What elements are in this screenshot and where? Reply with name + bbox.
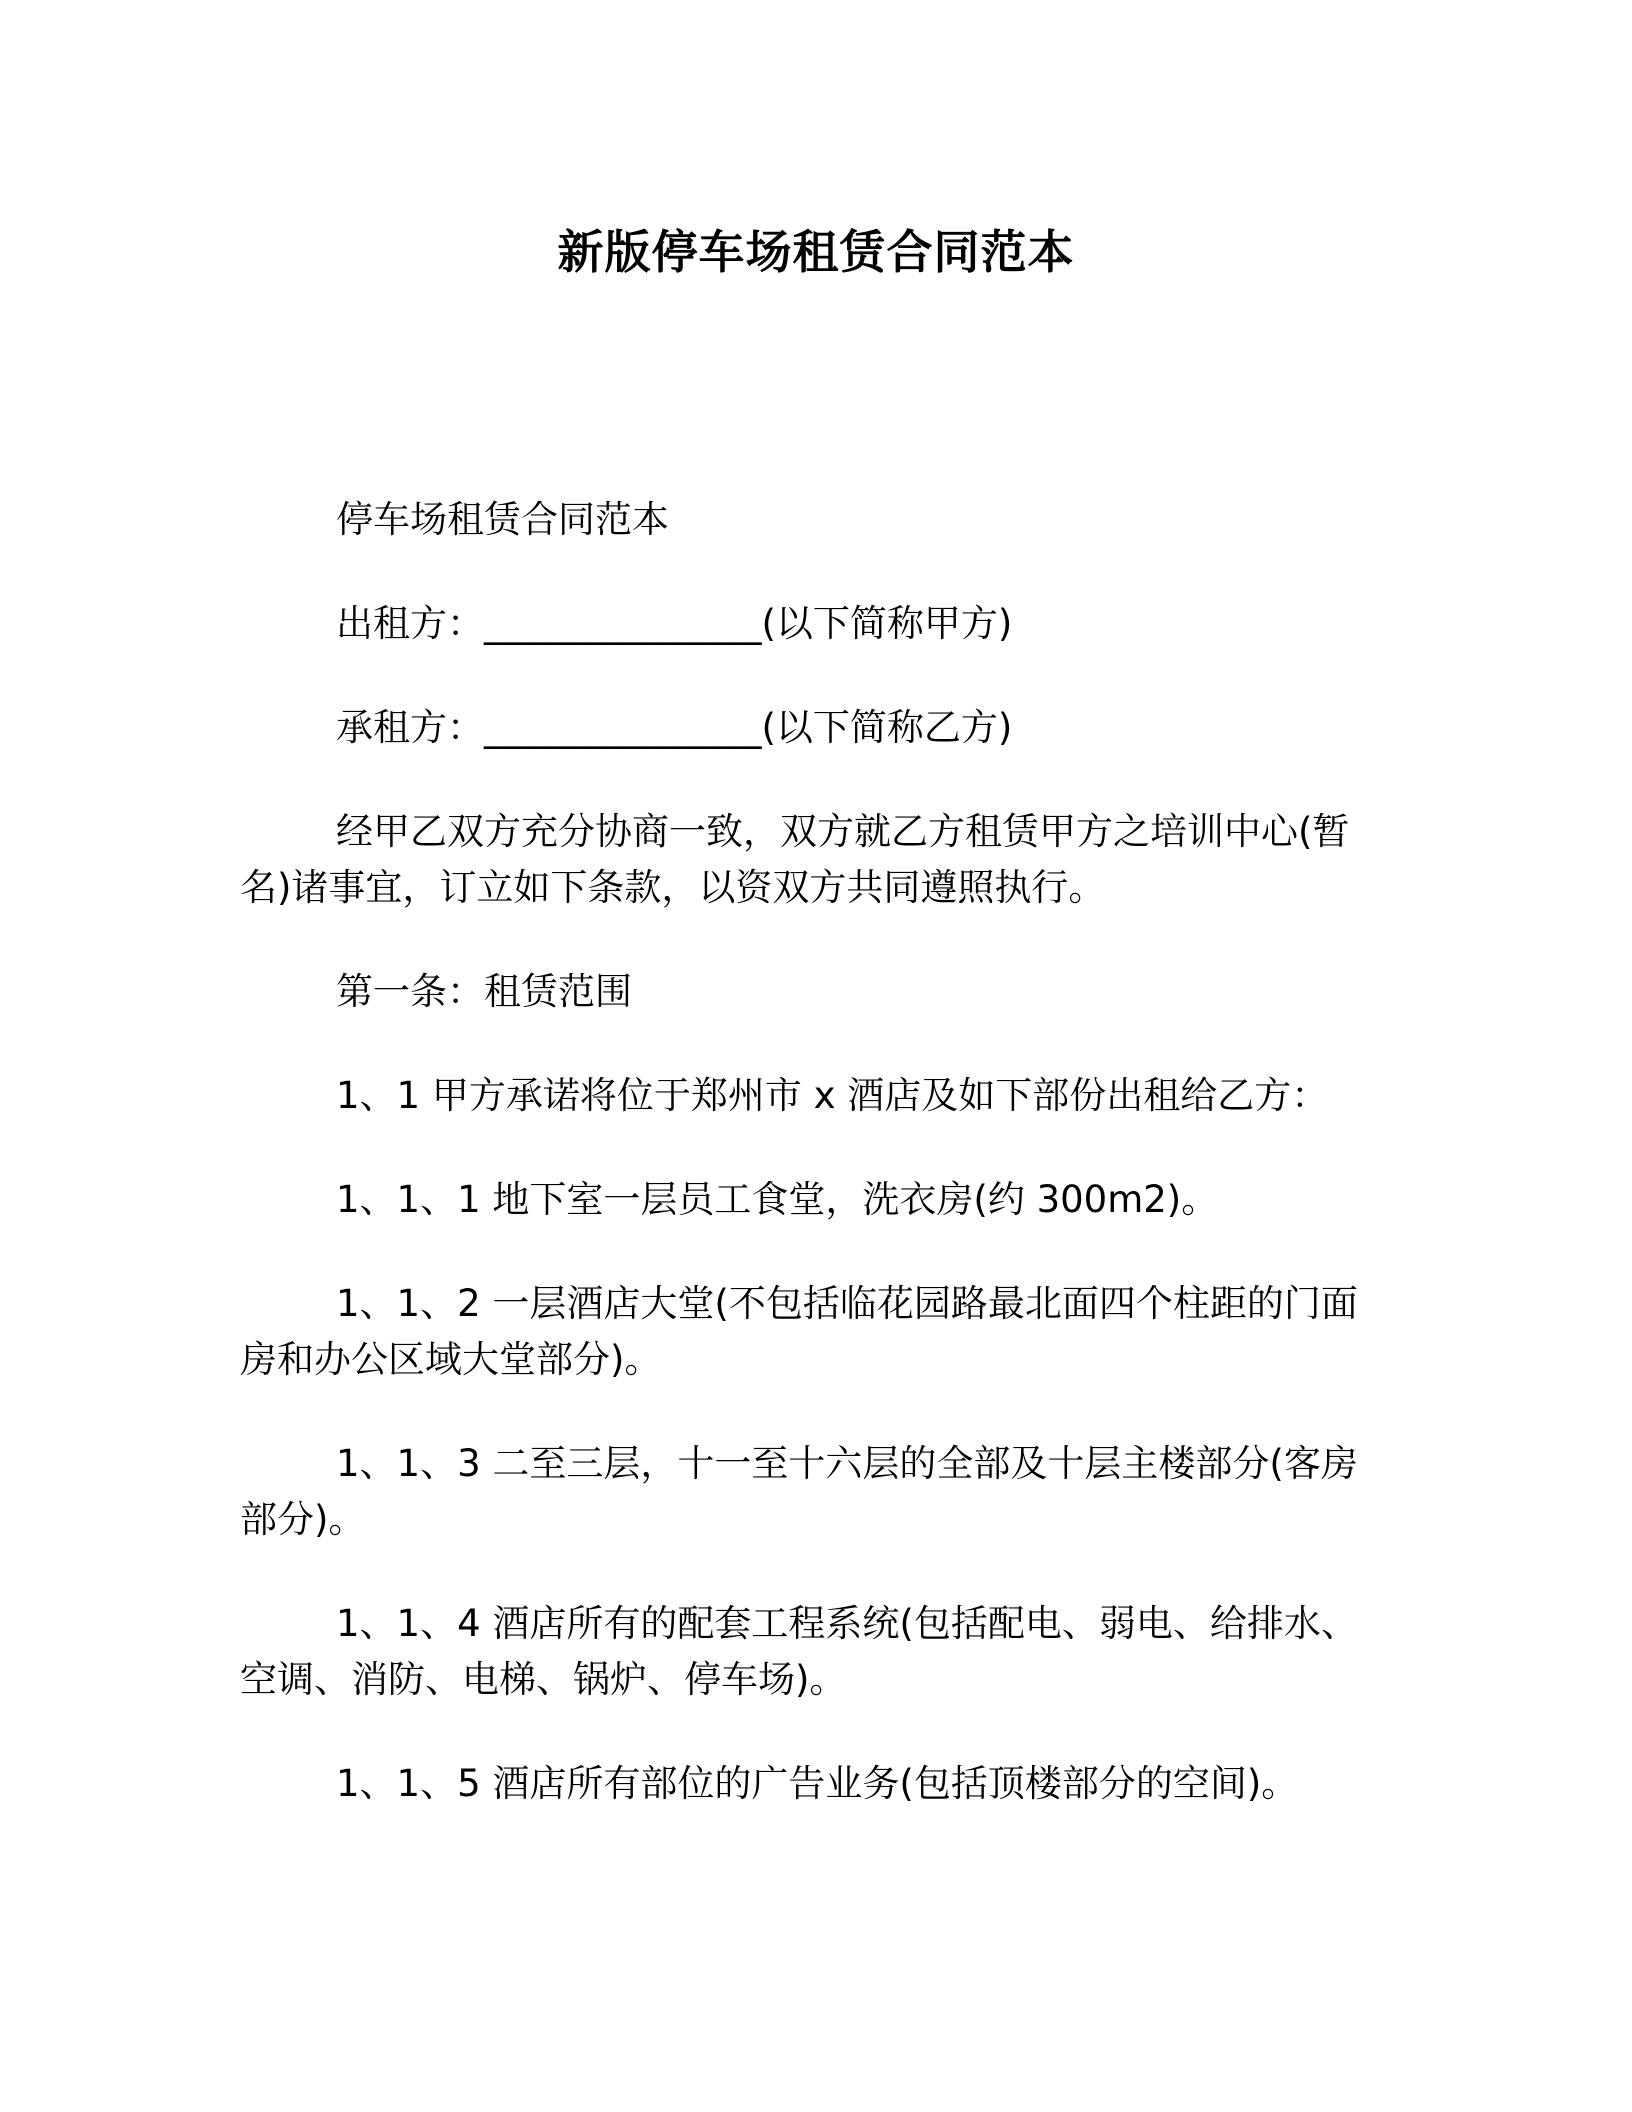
paragraph-clause-1-1-2: 1、1、2 一层酒店大堂(不包括临花园路最北面四个柱距的门面房和办公区域大堂部分)。 xyxy=(240,1282,1358,1381)
paragraph-subtitle: 停车场租赁合同范本 xyxy=(336,498,669,541)
paragraph-clause-1-1: 1、1 甲方承诺将位于郑州市 x 酒店及如下部份出租给乙方： xyxy=(336,1074,1329,1117)
paragraph-preamble: 经甲乙双方充分协商一致，双方就乙方租赁甲方之培训中心(暂名)诸事宜，订立如下条款，以资双方共同遵照执行。 xyxy=(240,810,1350,909)
document-body xyxy=(240,492,1360,1860)
paragraph-lessor: 出租方：_______________(以下简称甲方) xyxy=(336,602,1013,645)
paragraph-clause-1-1-5: 1、1、5 酒店所有部位的广告业务(包括顶楼部分的空间)。 xyxy=(336,1762,1299,1805)
paragraph-article-1-heading: 第一条：租赁范围 xyxy=(336,970,632,1013)
paragraph-clause-1-1-1: 1、1、1 地下室一层员工食堂，洗衣房(约 300m2)。 xyxy=(336,1178,1219,1221)
paragraph-clause-1-1-4: 1、1、4 酒店所有的配套工程系统(包括配电、弱电、给排水、空调、消防、电梯、锅炉、停车场)。 xyxy=(240,1602,1358,1701)
paragraph-lessee: 承租方：_______________(以下简称乙方) xyxy=(336,706,1013,749)
paragraph-clause-1-1-3: 1、1、3 二至三层，十一至十六层的全部及十层主楼部分(客房部分)。 xyxy=(240,1442,1358,1541)
document-title: 新版停车场租赁合同范本 xyxy=(557,225,1075,279)
